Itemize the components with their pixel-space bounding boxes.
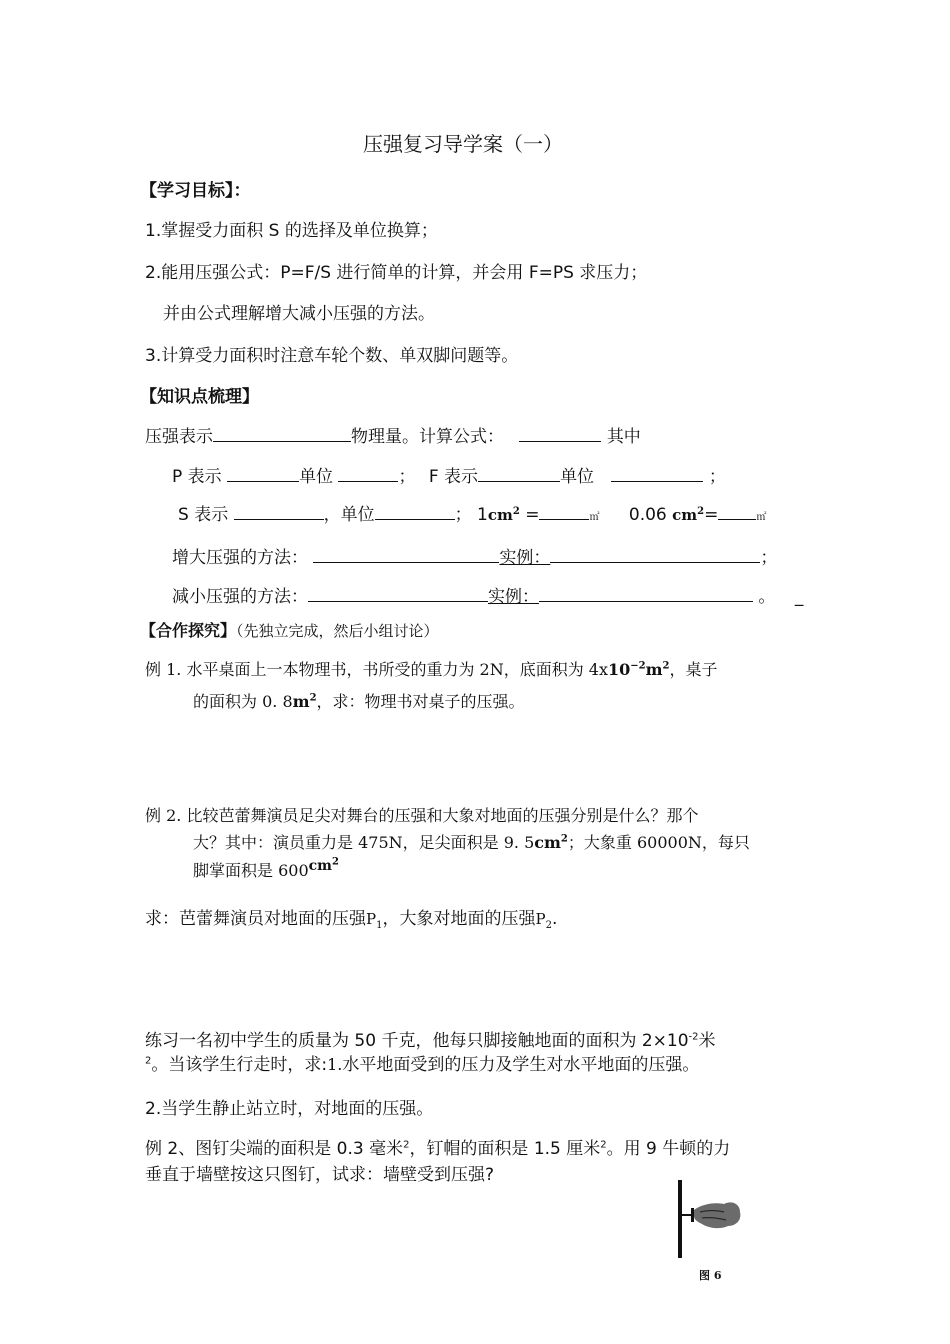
p1-symbol: $P_1$ bbox=[366, 910, 383, 931]
blank-p-meaning[interactable] bbox=[227, 465, 299, 482]
blank-decrease-method[interactable] bbox=[308, 585, 488, 602]
figure-caption: 图 6 bbox=[699, 1269, 722, 1282]
pressure-represents-label: 压强表示 bbox=[145, 427, 213, 447]
example-1-line-2: 的面积为 0. $8m^2$，求：物理书对桌子的压强。 bbox=[193, 692, 525, 711]
blank-s-meaning[interactable] bbox=[234, 503, 324, 520]
cm2-unit-2: $cm^2$ bbox=[672, 506, 705, 524]
goal-3: 3.计算受力面积时注意车轮个数、单双脚问题等。 bbox=[145, 346, 519, 366]
semicolon: ； bbox=[708, 467, 726, 487]
power-10: $10^{-2}m^2$ bbox=[608, 660, 670, 679]
example-2-line-2: 大？其中：演员重力是 475N，足尖面积是 9. $5cm^2$；大象重 60000N，每只 bbox=[193, 833, 750, 852]
trailing-underscore: _ bbox=[794, 587, 804, 607]
physical-quantity-label: 物理量。计算公式： bbox=[351, 427, 504, 447]
blank-s-unit[interactable] bbox=[375, 503, 455, 520]
example-label: 实例： bbox=[488, 587, 539, 607]
m2-unit-2: ㎡ bbox=[756, 512, 767, 523]
where-label: 其中 bbox=[606, 427, 641, 447]
value-0-06: 0.06 bbox=[628, 505, 667, 525]
example-2-line-1: 例 2. 比较芭蕾舞演员足尖对舞台的压强和大象对地面的压强分别是什么？那个 bbox=[145, 806, 699, 825]
blank-meaning[interactable] bbox=[213, 425, 351, 442]
blank-increase-method[interactable] bbox=[313, 546, 499, 563]
goal-2: 2.能用压强公式：P=F/S 进行简单的计算，并会用 F=PS 求压力； bbox=[145, 263, 648, 283]
example-3-line-1: 例 2、图钉尖端的面积是 0.3 毫米$^2$，钉帽的面积是 1.5 厘米$^2$。用 9 牛顿的力 bbox=[145, 1139, 731, 1159]
semicolon: ； bbox=[454, 505, 472, 525]
equals: = bbox=[704, 505, 719, 525]
knowledge-line-2 bbox=[172, 462, 726, 487]
cooperative-heading: 【合作探究】 bbox=[140, 621, 237, 640]
example-label: 实例： bbox=[499, 548, 551, 568]
knowledge-line-5 bbox=[172, 582, 803, 607]
semicolon: ； bbox=[398, 467, 416, 487]
blank-006-convert[interactable] bbox=[718, 503, 756, 520]
cooperative-heading-line bbox=[140, 618, 439, 641]
goal-1: 1.掌握受力面积 S 的选择及单位换算； bbox=[145, 221, 438, 241]
goals-heading: 【学习目标】： bbox=[140, 181, 251, 201]
blank-f-unit[interactable] bbox=[611, 465, 703, 482]
example-2-ask: 求：芭蕾舞演员对地面的压强$P_1$，大象对地面的压强$P_2$. bbox=[145, 909, 558, 931]
cm2-unit: $cm^2$ bbox=[534, 833, 568, 852]
knowledge-line-3 bbox=[178, 500, 766, 525]
tack-head bbox=[691, 1208, 694, 1222]
goal-2-continued: 并由公式理解增大减小压强的方法。 bbox=[163, 304, 435, 324]
equals: = bbox=[525, 505, 540, 525]
s-represents-label: S 表示 bbox=[178, 505, 229, 525]
practice-line-1: 练习一名初中学生的质量为 50 千克，他每只脚接触地面的面积为 $2\times 10^{-2}$米 bbox=[145, 1031, 716, 1051]
practice-line-3: 2.当学生静止站立时，对地面的压强。 bbox=[145, 1099, 434, 1119]
blank-cm2-convert[interactable] bbox=[539, 503, 589, 520]
semicolon: ； bbox=[760, 548, 778, 568]
example-1-line-1: 例 1. 水平桌面上一本物理书，书所受的重力为 2N，底面积为 $4x10^{-2}m^2$，桌子 bbox=[145, 660, 718, 679]
m2-unit: ㎡ bbox=[589, 512, 600, 523]
f-represents-label: F 表示 bbox=[428, 467, 479, 487]
knowledge-line-1 bbox=[145, 422, 641, 447]
wall-line bbox=[678, 1180, 682, 1258]
blank-formula[interactable] bbox=[519, 425, 601, 442]
one-value: 1 bbox=[477, 505, 488, 525]
s-unit-label: ，单位 bbox=[323, 505, 375, 525]
example-2-line-3: 脚掌面积是 $600cm^2$ bbox=[193, 856, 339, 880]
thumbtack-figure bbox=[672, 1178, 752, 1260]
blank-increase-example[interactable] bbox=[550, 546, 760, 563]
blank-decrease-example[interactable] bbox=[539, 585, 753, 602]
tack-pin bbox=[682, 1214, 692, 1216]
knowledge-heading: 【知识点梳理】 bbox=[140, 387, 259, 407]
cm2-unit: $cm^2$ bbox=[308, 856, 339, 874]
practice-line-2: $^2$。当该学生行走时，求:1.水平地面受到的压力及学生对水平地面的压强。 bbox=[145, 1055, 700, 1075]
cooperative-note: （先独立完成，然后小组讨论） bbox=[236, 622, 439, 640]
p-represents-label: P 表示 bbox=[172, 467, 222, 487]
p-unit-label: 单位 bbox=[299, 467, 334, 487]
knowledge-line-4 bbox=[172, 543, 777, 568]
period: 。 bbox=[758, 587, 776, 607]
m2-unit: $m^2$ bbox=[292, 692, 317, 711]
page-title: 压强复习导学案（一） bbox=[363, 132, 563, 156]
hand-shape bbox=[694, 1202, 740, 1228]
f-unit-label: 单位 bbox=[560, 467, 595, 487]
cm2-unit: $cm^2$ bbox=[487, 506, 520, 524]
blank-p-unit[interactable] bbox=[338, 465, 398, 482]
increase-pressure-label: 增大压强的方法： bbox=[172, 548, 308, 568]
decrease-pressure-label: 减小压强的方法： bbox=[172, 587, 308, 607]
blank-f-meaning[interactable] bbox=[478, 465, 560, 482]
example-3-line-2: 垂直于墙壁按这只图钉，试求：墙壁受到压强? bbox=[145, 1165, 495, 1185]
p2-symbol: $P_2$ bbox=[535, 910, 552, 931]
